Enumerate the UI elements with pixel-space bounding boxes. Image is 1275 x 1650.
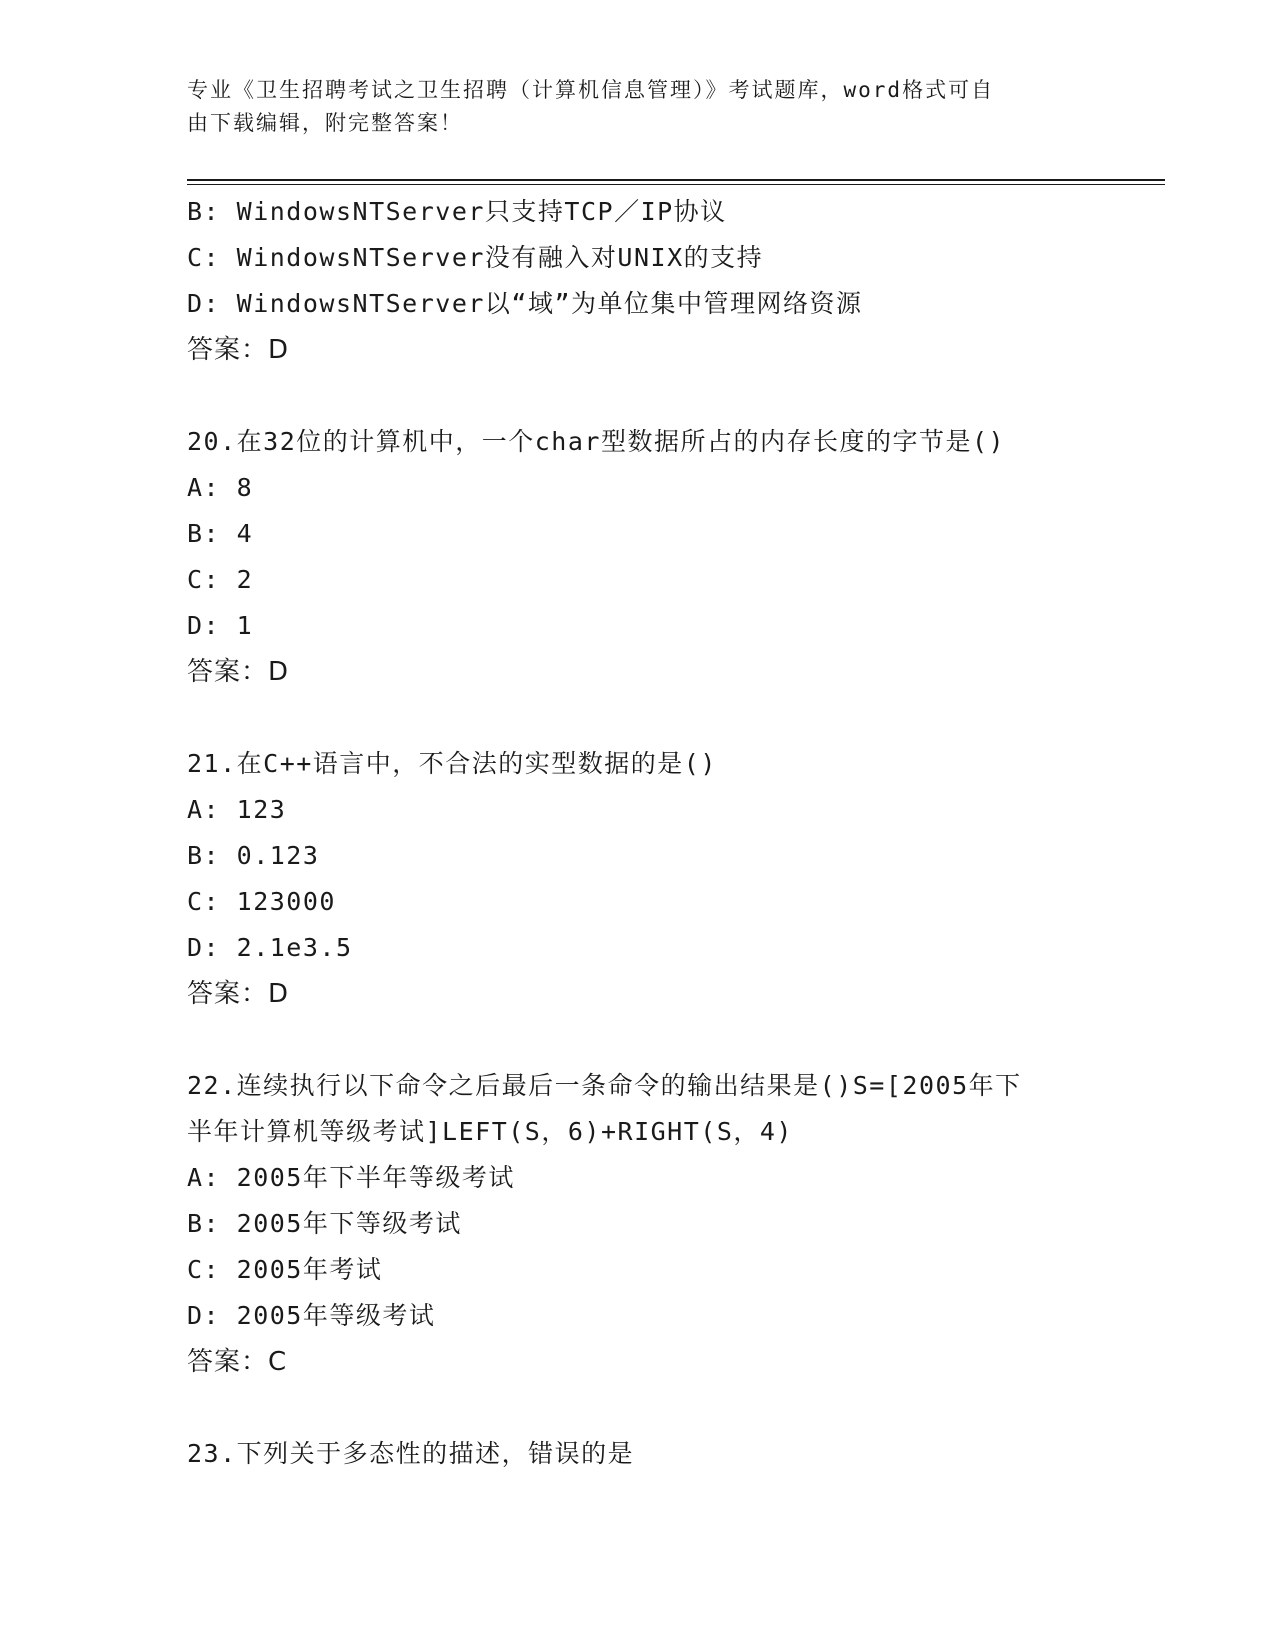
question-23-stem: 23.下列关于多态性的描述，错误的是: [187, 1439, 635, 1468]
question-22-option-b: B: 2005年下等级考试: [187, 1209, 462, 1238]
question-19-answer: 答案：D: [187, 335, 290, 365]
header-line-1: 专业《卫生招聘考试之卫生招聘（计算机信息管理）》考试题库，word格式可自: [187, 78, 995, 102]
question-21-option-c: C: 123000: [187, 887, 336, 916]
header-line-2: 由下载编辑，附完整答案！: [187, 111, 463, 135]
question-19-option-c: C: WindowsNTServer没有融入对UNIX的支持: [187, 243, 764, 272]
question-21-stem: 21.在C++语言中，不合法的实型数据的是(): [187, 749, 717, 778]
question-21-option-a: A: 123: [187, 795, 287, 824]
question-21: [187, 741, 1087, 1017]
question-20-answer: 答案：D: [187, 657, 290, 687]
question-21-option-b: B: 0.123: [187, 841, 320, 870]
question-19: [187, 189, 1087, 373]
question-22-option-d: D: 2005年等级考试: [187, 1301, 436, 1330]
question-20-option-b: B: 4: [187, 519, 254, 548]
question-23: [187, 1431, 1087, 1477]
question-22-stem: [187, 1063, 1087, 1155]
document-header: [187, 74, 1067, 140]
question-19-option-d: D: WindowsNTServer以“域”为单位集中管理网络资源: [187, 289, 863, 318]
question-22-stem-line-1: 22.连续执行以下命令之后最后一条命令的输出结果是()S=[2005年下: [187, 1071, 1022, 1100]
question-22-option-c: C: 2005年考试: [187, 1255, 383, 1284]
question-20: [187, 419, 1087, 695]
question-20-option-c: C: 2: [187, 565, 254, 594]
question-19-option-b: B: WindowsNTServer只支持TCP／IP协议: [187, 197, 727, 226]
question-22-option-a: A: 2005年下半年等级考试: [187, 1163, 515, 1192]
question-22-answer: 答案：C: [187, 1347, 288, 1377]
question-21-answer: 答案：D: [187, 979, 290, 1009]
question-22-stem-line-2: 半年计算机等级考试]LEFT(S，6)+RIGHT(S，4): [187, 1117, 793, 1146]
question-list: [187, 189, 1087, 1477]
question-20-option-d: D: 1: [187, 611, 254, 640]
header-divider-thin: [187, 184, 1165, 185]
question-22: [187, 1063, 1087, 1385]
header-divider-thick: [187, 179, 1165, 181]
question-20-option-a: A: 8: [187, 473, 254, 502]
question-21-option-d: D: 2.1e3.5: [187, 933, 353, 962]
question-20-stem: 20.在32位的计算机中，一个char型数据所占的内存长度的字节是(): [187, 427, 1006, 456]
